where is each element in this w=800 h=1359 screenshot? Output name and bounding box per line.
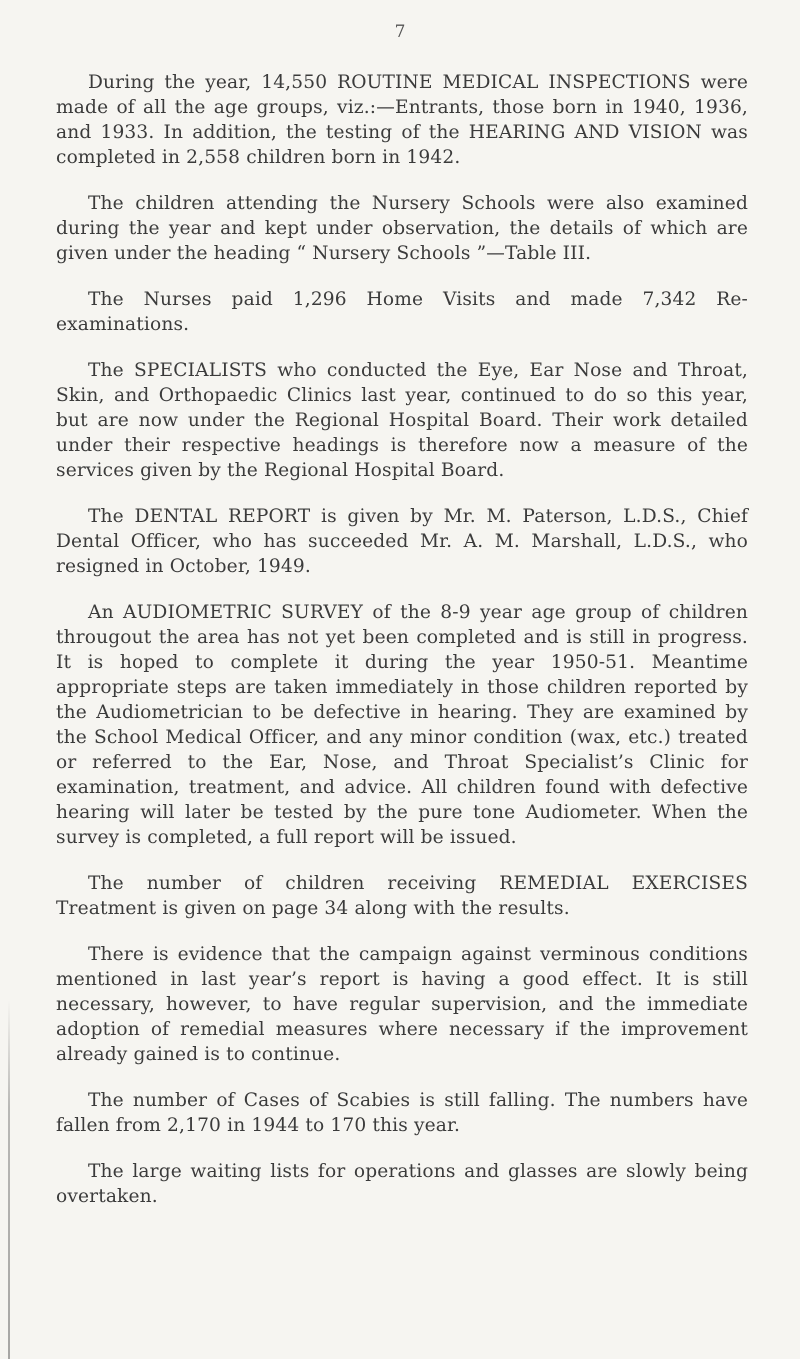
page-number: 7 (394, 22, 406, 42)
document-body (56, 70, 748, 1209)
paragraph-verminous-conditions: There is evidence that the campaign against verminous conditions mentioned in last year’s report is having a good effect. It is still necessary, however, to have regular supervision, and the immediate adoption of remedial measures where necessary if the improvement already gained is to continue. (56, 944, 748, 1065)
paragraph-dental-report: The DENTAL REPORT is given by Mr. M. Paterson, L.D.S., Chief Dental Officer, who has succeeded Mr. A. M. Marshall, L.D.S., who resigned in October, 1949. (56, 506, 748, 577)
paragraph-waiting-lists: The large waiting lists for operations and glasses are slowly being overtaken. (56, 1161, 748, 1207)
paragraph-nursery-schools: The children attending the Nursery Schools were also examined during the year and kept under observation, the details of which are given under the heading “ Nursery Schools ”—Table III. (56, 193, 748, 264)
paragraph-audiometric-survey: An AUDIOMETRIC SURVEY of the 8-9 year age group of children througout the area has not yet been completed and is still in progress. It is hoped to complete it during the year 1950-51. Meantime appropriate steps are taken immediately in those children reported by the Audiometrician to be defective in hearing. They are examined by the School Medical Officer, and any minor condition (wax, etc.) treated or referred to the Ear, Nose, and Throat Specialist’s Clinic for examination, treatment, and advice. All children found with defective hearing will later be tested by the pure tone Audiometer. When the survey is completed, a full report will be issued. (56, 602, 748, 848)
paragraph-remedial-exercises: The number of children receiving REMEDIAL EXERCISES Treatment is given on page 34 along with the results. (56, 873, 748, 919)
paragraph-nurses-visits: The Nurses paid 1,296 Home Visits and made 7,342 Re-examinations. (56, 289, 748, 335)
binding-edge-shadow (8, 1000, 10, 1359)
paragraph-specialists: The SPECIALISTS who conducted the Eye, Ear Nose and Throat, Skin, and Orthopaedic Clinics last year, continued to do so this year, but are now under the Regional Hospital Board. Their work detailed under their respective headings is therefore now a measure of the services given by the Regional Hospital Board. (56, 360, 748, 481)
paragraph-routine-inspections: During the year, 14,550 ROUTINE MEDICAL INSPECTIONS were made of all the age groups, viz.:—Entrants, those born in 1940, 1936, and 1933. In addition, the testing of the HEARING AND VISION was completed in 2,558 children born in 1942. (56, 72, 748, 168)
paragraph-scabies: The number of Cases of Scabies is still falling. The numbers have fallen from 2,170 in 1944 to 170 this year. (56, 1090, 748, 1136)
